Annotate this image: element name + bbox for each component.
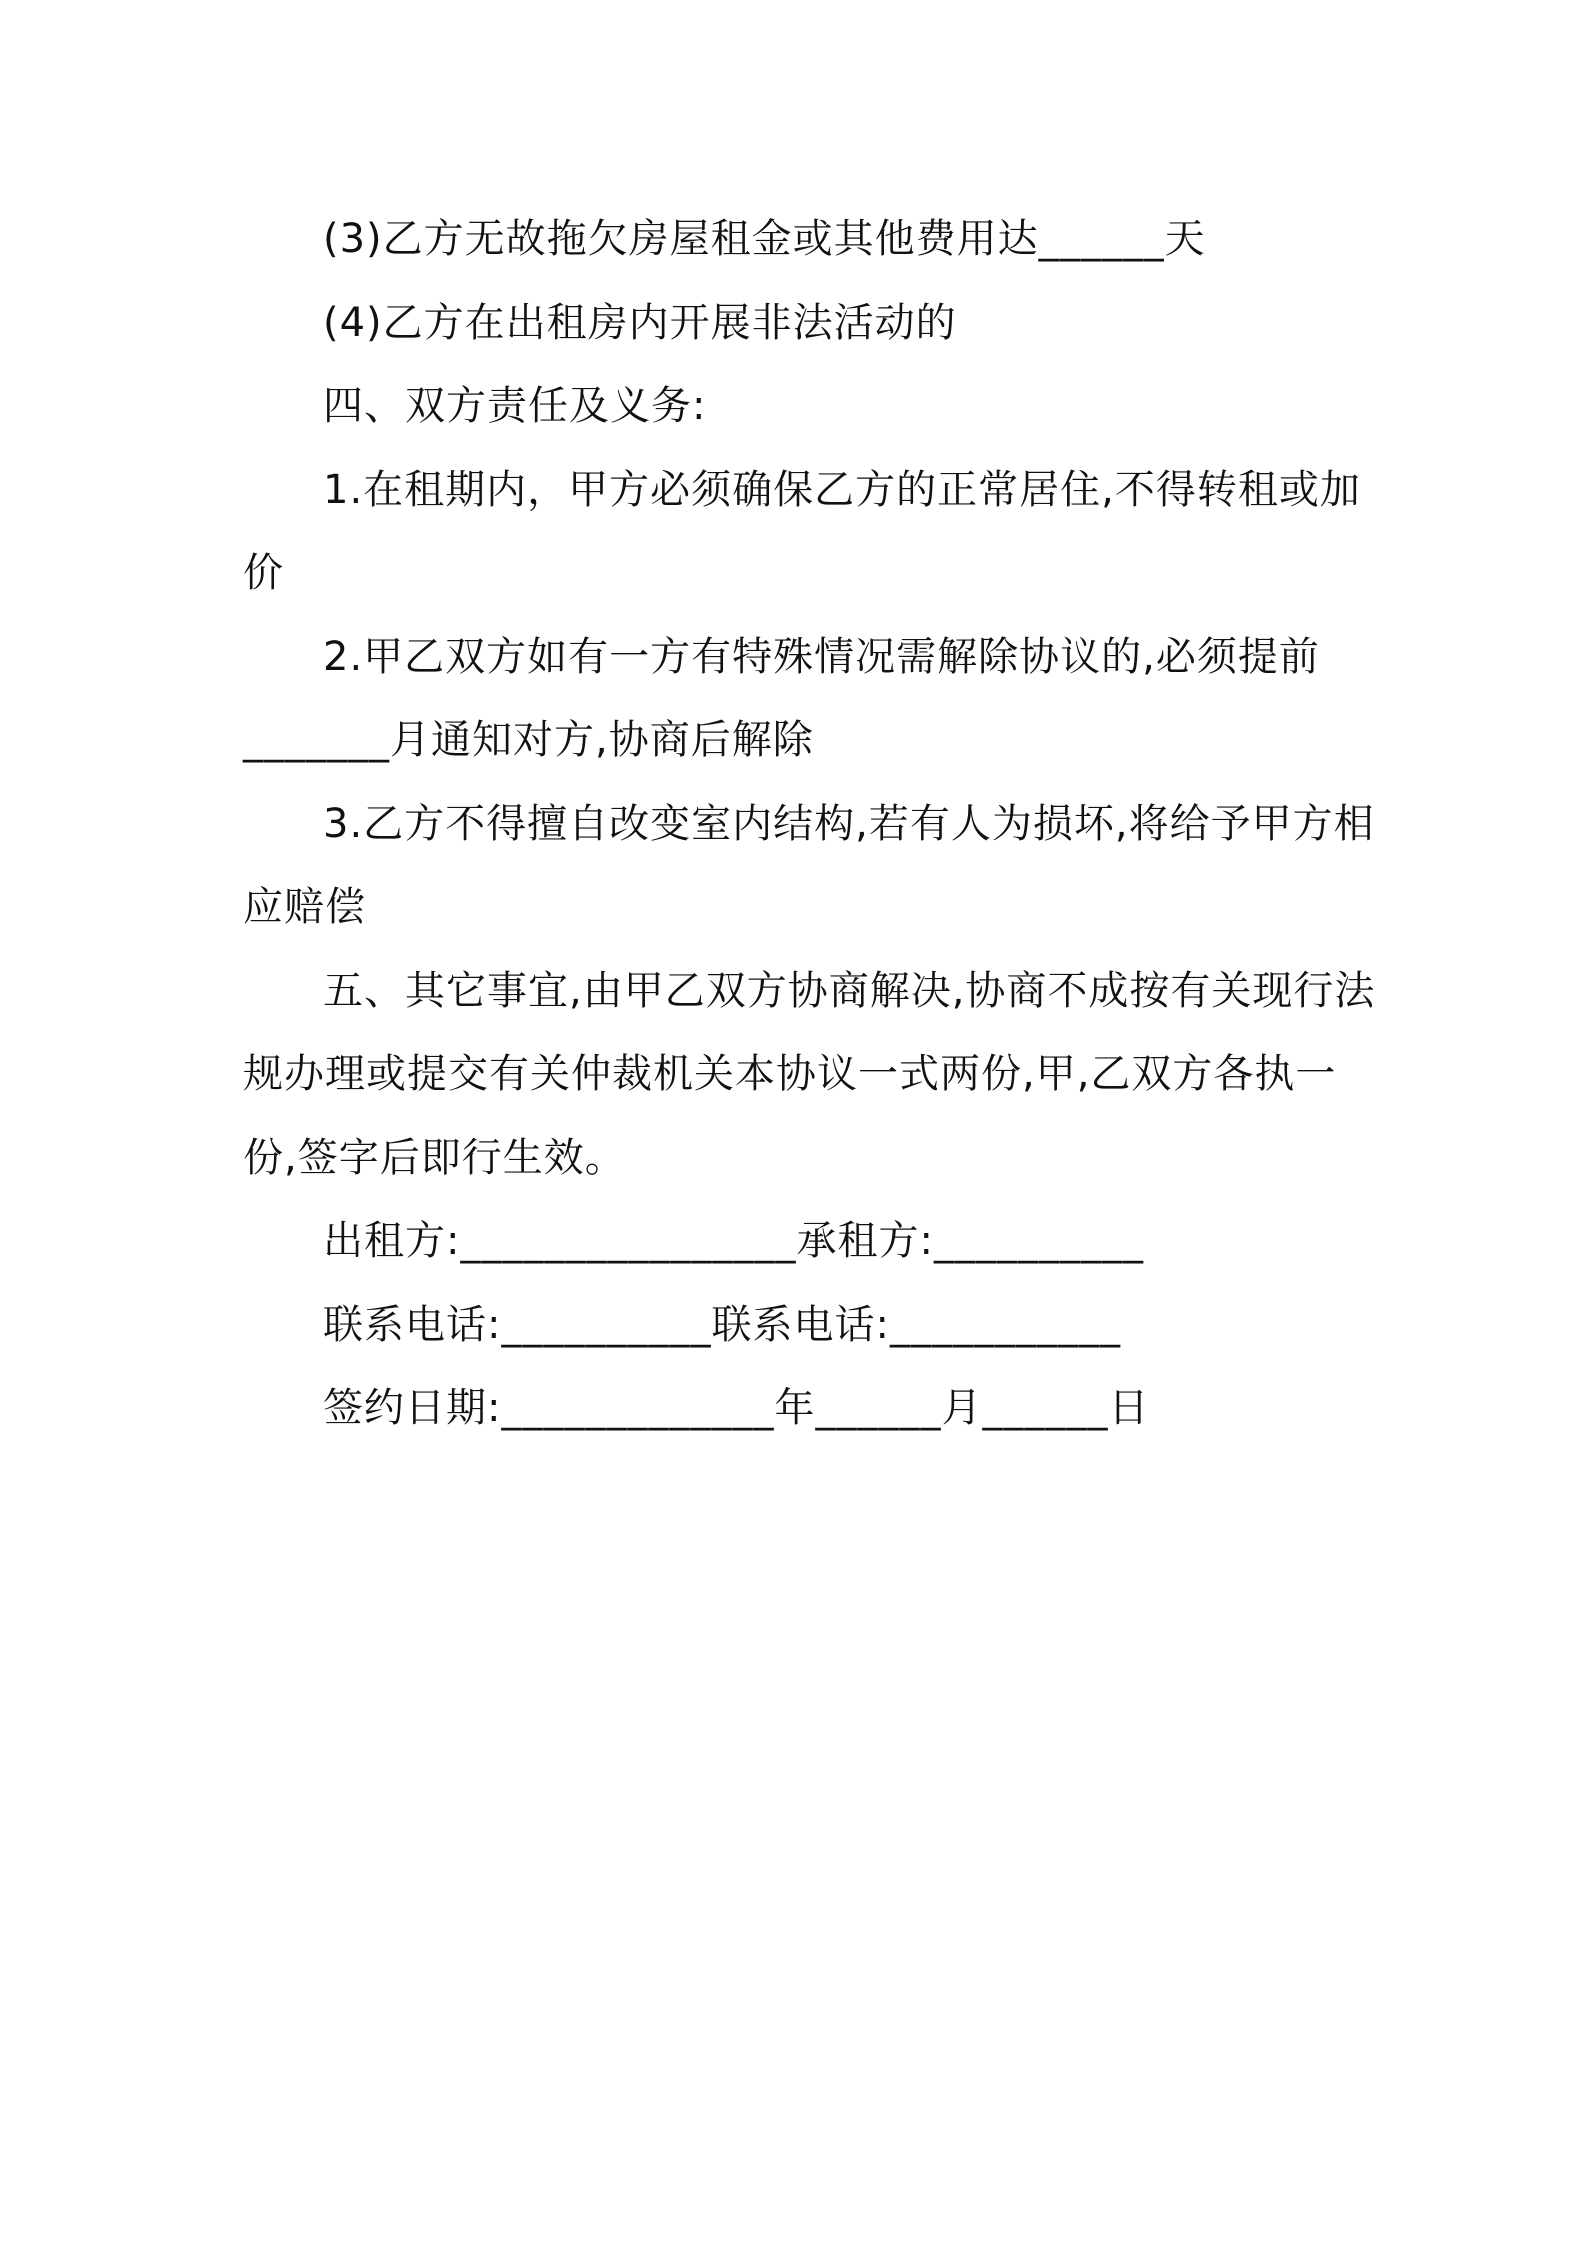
section-5-line-1: 五、其它事宜,由甲乙双方协商解决,协商不成按有关现行法 [323,967,1376,1014]
duty-1-line-1: 1.在租期内，甲方必须确保乙方的正常居住,不得转租或加 [323,466,1361,513]
section-5-line-2: 规办理或提交有关仲裁机关本协议一式两份,甲,乙双方各执一 [243,1051,1337,1097]
duty-2-line-1: 2.甲乙双方如有一方有特殊情况需解除协议的,必须提前 [323,633,1320,680]
clause-3-overdue-rent: (3)乙方无故拖欠房屋租金或其他费用达______天 [323,216,1206,262]
duty-3-line-1: 3.乙方不得擅自改变室内结构,若有人为损坏,将给予甲方相 [323,800,1375,847]
signing-date-line: 签约日期:_____________年______月______日 [323,1385,1150,1431]
document-body [243,198,1376,1451]
contact-phone-line: 联系电话:__________联系电话:___________ [323,1301,1121,1348]
section-4-heading: 四、双方责任及义务: [323,383,707,429]
duty-1-line-2: 价 [243,550,284,596]
clause-4-illegal-activity: (4)乙方在出租房内开展非法活动的 [323,299,957,346]
section-5-line-3: 份,签字后即行生效。 [243,1134,626,1181]
duty-2-line-2: _______月通知对方,协商后解除 [243,717,814,763]
duty-3-line-2: 应赔偿 [243,884,366,930]
signature-parties-line: 出租方:________________承租方:__________ [323,1218,1144,1264]
